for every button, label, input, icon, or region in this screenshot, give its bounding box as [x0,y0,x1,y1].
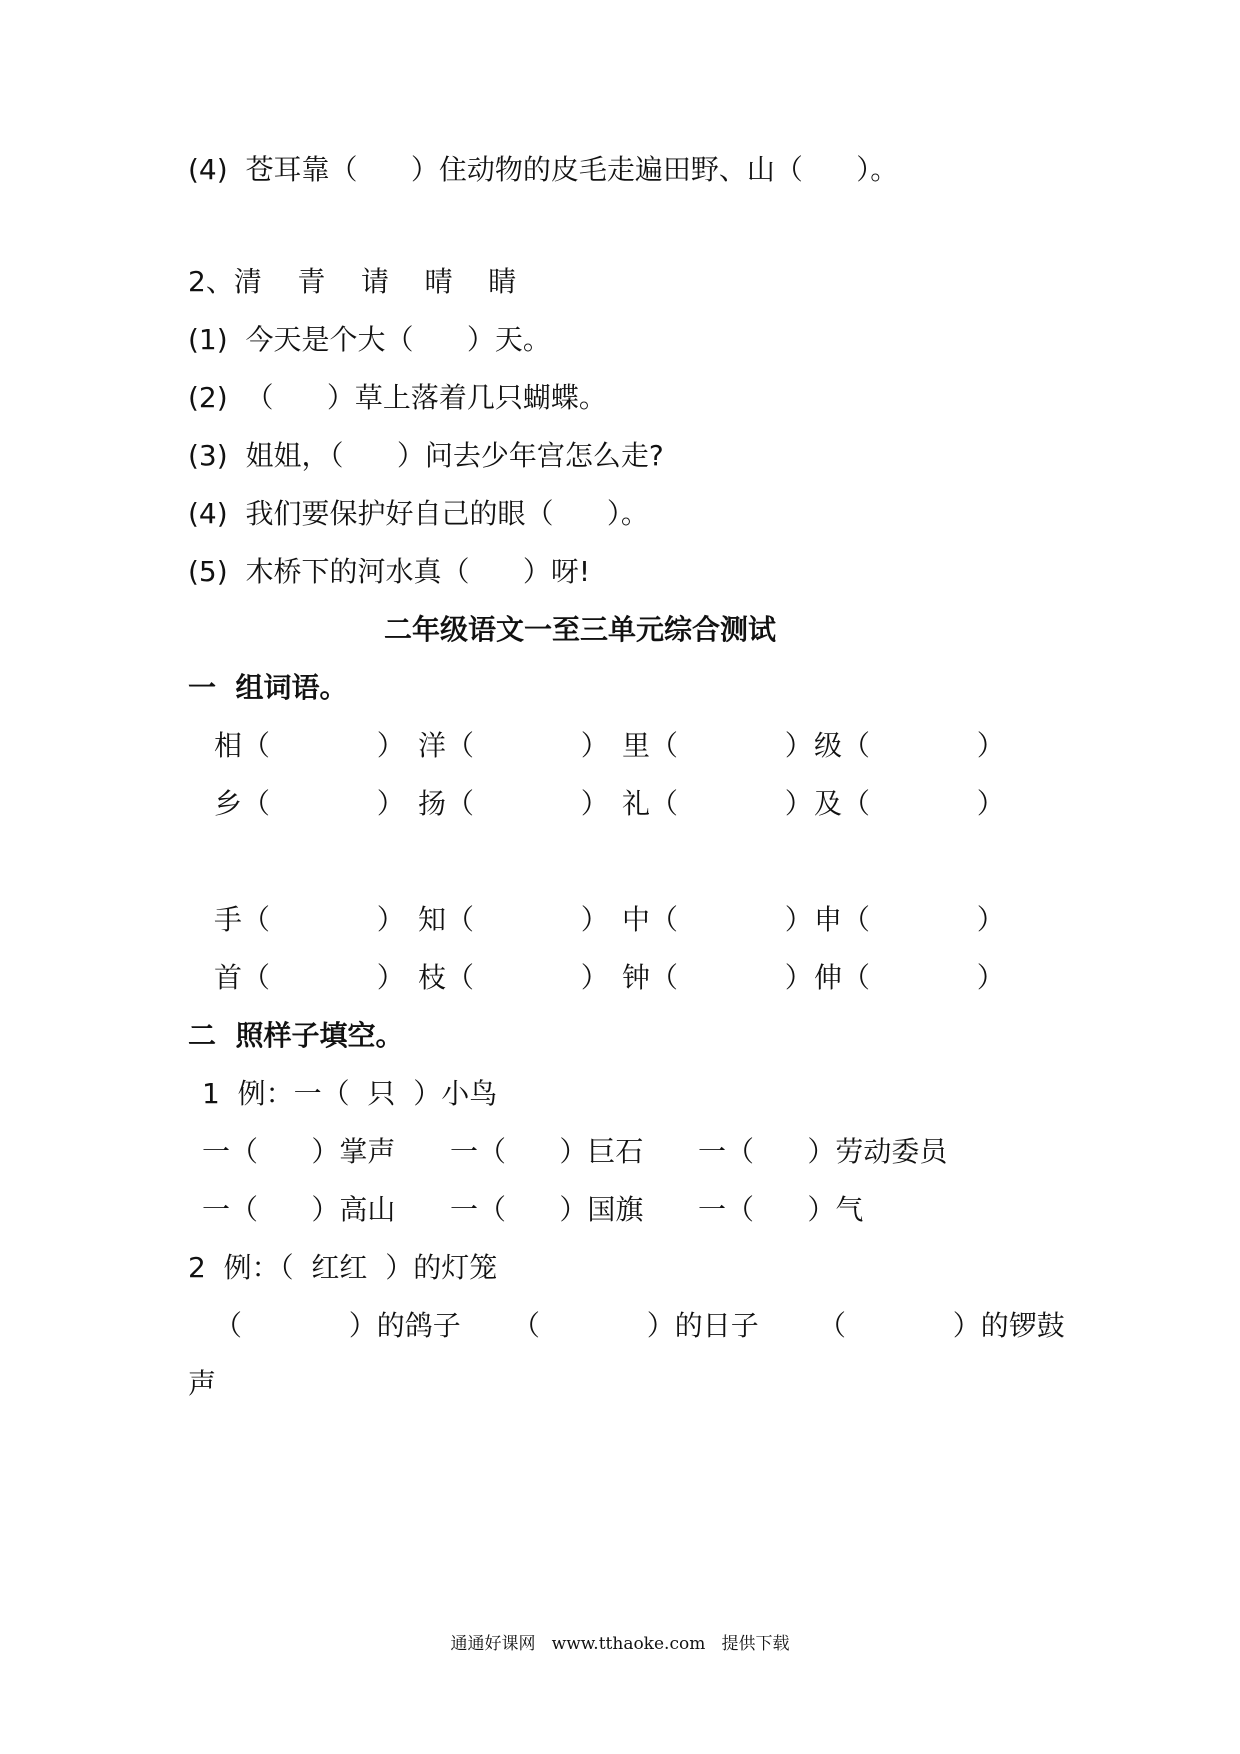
section2-item-3: (3) 姐姐，（ ）问去少年宫怎么走? [188,439,664,472]
word-group-cell: 礼（ ） [622,787,813,820]
measure-word-cell: 一（ ）掌声 [202,1135,396,1168]
word-group-cell: 伸（ ） [814,961,1005,994]
section2-item-2: (2) （ ）草上落着几只蝴蝶。 [188,381,607,414]
word-group-cell: 扬（ ） [418,787,609,820]
reduplication-row-wrap: 声 [188,1367,217,1400]
measure-word-cell: 一（ ）劳动委员 [698,1135,948,1168]
word-group-cell: 知（ ） [418,903,609,936]
measure-word-cell: 一（ ）气 [698,1193,864,1226]
word-group-cell: 手（ ） [214,903,405,936]
word-group-cell: 申（ ） [814,903,1005,936]
reduplication-cell: （ ）的日子 [512,1309,759,1342]
word-group-cell: 钟（ ） [622,961,813,994]
measure-word-cell: 一（ ）国旗 [450,1193,644,1226]
part2-heading: 二 照样子填空。 [188,1019,404,1052]
reduplication-cell: （ ）的鸽子 [214,1309,461,1342]
word-group-cell: 中（ ） [622,903,813,936]
word-group-cell: 相（ ） [214,729,405,762]
section2-header: 2、清 青 请 晴 睛 [188,265,517,298]
section2-item-4: (4) 我们要保护好自己的眼（ ）。 [188,497,649,530]
word-group-cell: 首（ ） [214,961,405,994]
word-group-cell: 里（ ） [622,729,813,762]
word-group-cell: 级（ ） [814,729,1005,762]
measure-word-cell: 一（ ）巨石 [450,1135,644,1168]
part1-heading: 一 组词语。 [188,671,348,704]
word-group-cell: 枝（ ） [418,961,609,994]
page-footer: 通通好课网 www.tthaoke.com 提供下载 [450,1634,790,1654]
section2-item-1: (1) 今天是个大（ ）天。 [188,323,551,356]
example-1: 1 例：一（ 只 ）小鸟 [202,1077,498,1110]
word-group-cell: 洋（ ） [418,729,609,762]
reduplication-cell: （ ）的锣鼓 [818,1309,1065,1342]
section2-item-5: (5) 木桥下的河水真（ ）呀! [188,555,591,588]
section1-item-4: (4) 苍耳靠（ ）住动物的皮毛走遍田野、山（ ）。 [188,153,899,186]
word-group-cell: 乡（ ） [214,787,405,820]
page-title: 二年级语文一至三单元综合测试 [383,613,776,646]
measure-word-cell: 一（ ）高山 [202,1193,396,1226]
word-group-cell: 及（ ） [814,787,1005,820]
example-2: 2 例：（ 红红 ）的灯笼 [188,1251,498,1284]
